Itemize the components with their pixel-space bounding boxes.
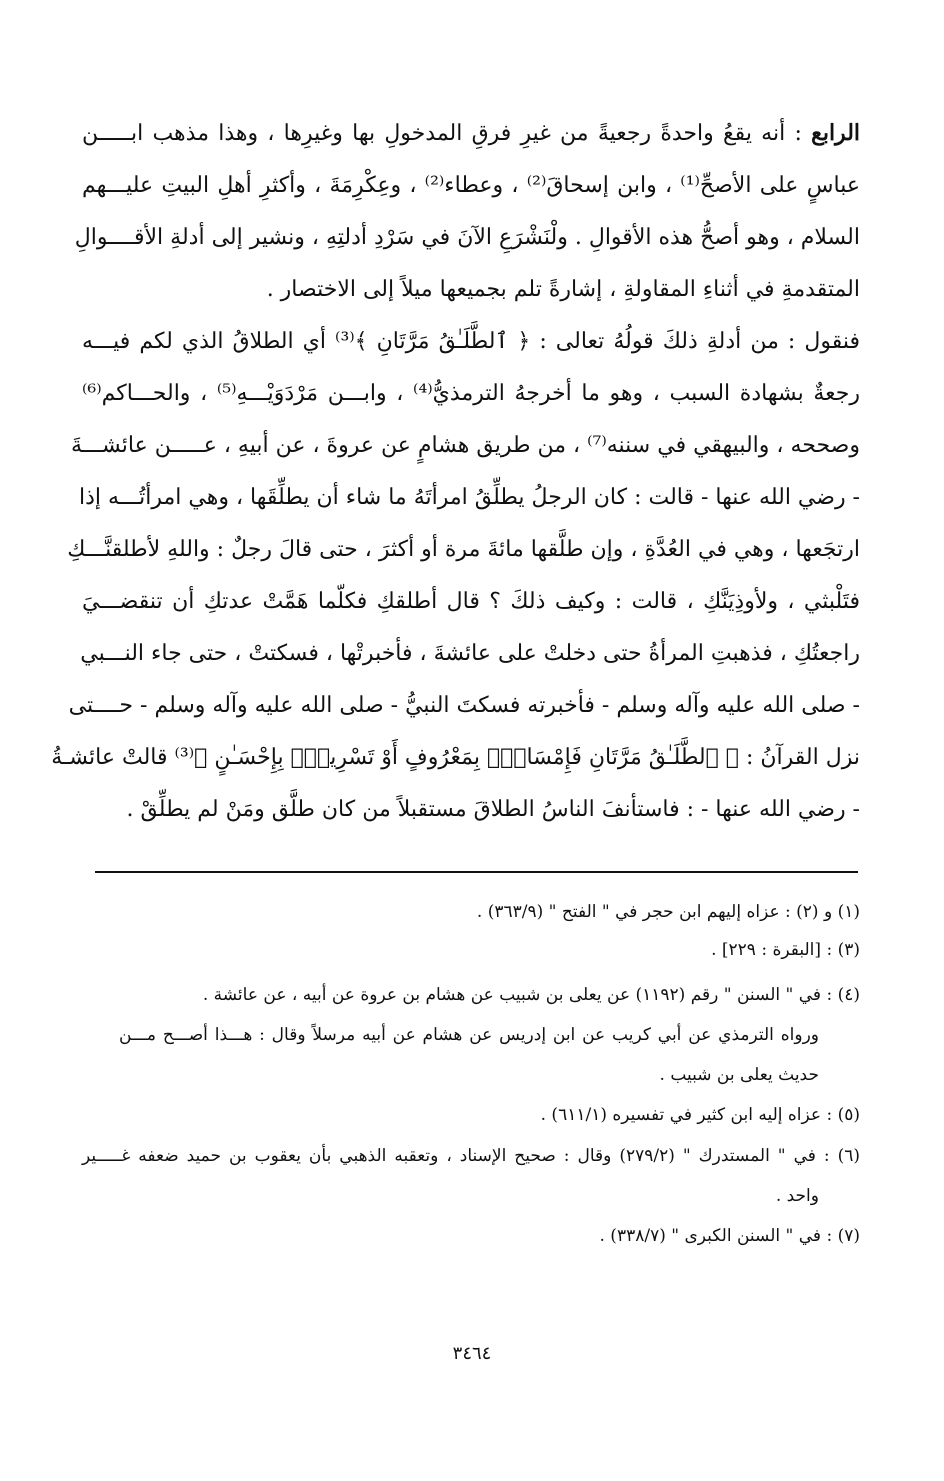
- body-line-1-text: : أنه يقعُ واحدةً رجعيةً من غيرِ فرقِ المدخولِ بها وغيرِها ، وهذا مذهب ابـــــن: [82, 121, 802, 146]
- body-line-4: المتقدمةِ في أثناءِ المقاولةِ ، إشارةً تلم بجميعها ميلاً إلى الاختصار .: [266, 277, 860, 302]
- footnote-1-2: (١) و (٢) : عزاه إليهم ابن حجر في " الفتح " (٣٦٣/٩) .: [476, 902, 860, 922]
- body-line-12: - صلى الله عليه وآله وسلم - فأخبرته فسكتَ النبيُّ - صلى الله عليه وآله وسلم - حــــتى: [68, 693, 860, 718]
- footnote-7: (٧) : في " السنن الكبرى " (٣٣٨/٧) .: [599, 1226, 860, 1246]
- page-number: ٣٤٦٤: [452, 1343, 492, 1364]
- footnote-4-continuation-2: حديث يعلى بن شبيب .: [659, 1065, 819, 1085]
- footnote-6-continuation: واحد .: [775, 1186, 819, 1206]
- body-line-9: ارتجَعها ، وهي في العُدَّةِ ، وإن طلَّقها مائةَ مرة أو أكثرَ ، حتى قالَ رجلٌ : واللهِ لأطلقنَّـــكِ: [67, 537, 860, 562]
- footnote-5: (٥) : عزاه إليه ابن كثير في تفسيره (٦١١/١) .: [540, 1105, 860, 1125]
- body-line-7: وصححه ، والبيهقي في سننه⁽⁷⁾ ، من طريق هشامٍ عن عروةَ ، عن أبيهِ ، عـــــن عائشـــةَ: [71, 433, 860, 458]
- body-line-5: فنقول : من أدلةِ ذلكَ قولُهُ تعالى : ﴿ ٱلطَّلَـٰقُ مَرَّتَانِ ﴾⁽³⁾ أي الطلاقُ الذي لكم فيـــه: [82, 329, 861, 354]
- section-lead-word: الرابع: [811, 120, 861, 146]
- body-line-1: [82, 116, 860, 156]
- body-line-6: رجعةٌ بشهادة السبب ، وهو ما أخرجهُ الترمذيُّ⁽⁴⁾ ، وابـــن مَرْدَوَيْـــهِ⁽⁵⁾ ، والحـــاكم⁽⁶⁾: [82, 381, 860, 406]
- body-line-10: فتَلْبثي ، ولأوذِيَنَّكِ ، قالت : وكيف ذلكَ ؟ قال أطلقكِ فكلّما هَمَّتْ عدتكِ أن تنقضـــيَ: [82, 589, 860, 614]
- footnote-4-continuation: ورواه الترمذي عن أبي كريب عن ابن إدريس عن هشام عن أبيه مرسلاً وقال : هـــذا أصـــح مـــن: [119, 1025, 819, 1045]
- body-line-8: - رضي الله عنها - قالت : كان الرجلُ يطلِّقُ امرأتَهُ ما شاء أن يطلِّقَها ، وهي امرأتُـــه إذا: [79, 485, 860, 510]
- body-line-3: السلام ، وهو أصحُّ هذه الأقوالِ . ولْنَشْرَعِ الآنَ في سَرْدِ أدلتِهِ ، ونشير إلى أدلةِ الأقــــوالِ: [74, 225, 860, 250]
- footnote-3: (٣) : [البقرة : ٢٢٩] .: [711, 940, 860, 960]
- body-line-2: عباسٍ على الأصحِّ⁽¹⁾ ، وابن إسحاقَ⁽²⁾ ، وعطاء⁽²⁾ ، وعِكْرِمَةَ ، وأكثرِ أهلِ البيتِ عليـــهم: [82, 173, 860, 198]
- footnote-separator: [95, 871, 858, 873]
- body-line-11: راجعتُكِ ، فذهبتِ المرأةُ حتى دخلتْ على عائشةَ ، فأخبرتْها ، فسكتتْ ، حتى جاء النـــبي: [80, 641, 860, 666]
- footnote-6: (٦) : في " المستدرك " (٢٧٩/٢) وقال : صحيح الإسناد ، وتعقبه الذهبي بأن يعقوب بن حميد ضعفه غـــــير: [82, 1146, 860, 1166]
- body-line-14: - رضي الله عنها - : فاستأنفَ الناسُ الطلاقَ مستقبلاً من كان طلَّق ومَنْ لم يطلِّقْ .: [126, 797, 860, 822]
- body-line-13: نزل القرآنُ : ﴿ ٱلطَّلَـٰقُ مَرَّتَانِ فَإِمْسَاكٌۢ بِمَعْرُوفٍ أَوْ تَسْرِيحٌۢ بِإِحْسَـٰنٍ ﴾⁽³⁾ قالتْ عائشـةُ: [51, 745, 860, 770]
- footnote-4: (٤) : في " السنن " رقم (١١٩٢) عن يعلى بن شبيب عن هشام بن عروة عن أبيه ، عن عائشة .: [202, 985, 860, 1005]
